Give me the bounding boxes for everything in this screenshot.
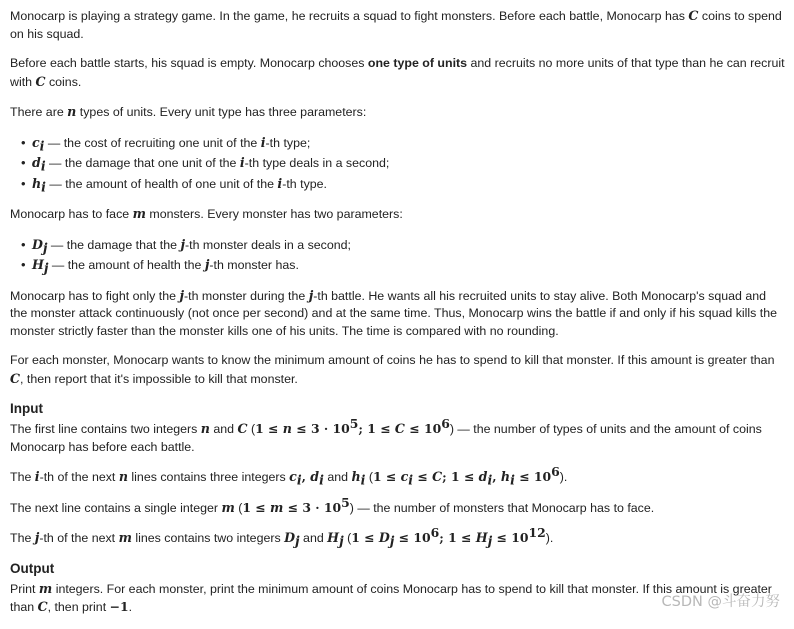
math-var: C [37,599,48,614]
text: lines contains two integers [131,531,285,545]
math-sub: i [487,472,493,488]
math-num: ≤ 10 [514,469,552,484]
text: ) — the number of types of units and the amount of coins Monocarp has before each battle. [10,422,762,454]
input-line-1 [10,415,786,456]
math-var: C [432,469,443,484]
unit-params-list [10,134,786,194]
math-sub: i [41,178,46,194]
math-var: i [34,469,40,484]
math-num: , [301,469,311,484]
text: Before each battle starts, his squad is empty. Monocarp chooses [10,56,368,70]
text: There are [10,105,68,119]
text: Print [10,581,39,596]
monster-params-list [10,236,786,275]
text: coins. [45,74,82,89]
math-var: c [400,469,409,484]
math-var: h [500,469,511,484]
input-line-3 [10,494,786,518]
math-var: n [67,104,77,119]
text: — the damage that one unit of the [45,156,240,170]
math-sub: j [43,260,49,276]
text: monsters. Every monster has two parameters: [145,207,403,221]
math-sub: i [296,472,302,488]
list-item [32,175,786,194]
math-sub: j [42,239,48,255]
math-var: m [270,499,284,515]
text: The [10,470,35,484]
text: Monocarp has to fight only the [10,288,180,303]
text: and [323,470,352,484]
math-num: 1 ≤ [242,499,271,515]
math-var: i [239,155,245,170]
math-sup: 12 [528,524,546,540]
intro-paragraph [10,7,786,43]
math-var: C [237,421,248,436]
math-sup: 6 [551,463,560,479]
text: types of units. Every unit type has three parameters: [76,105,367,119]
text: Monocarp is playing a strategy game. In the game, he recruits a squad to fight monsters. Before each battle, Monocarp has [10,9,689,23]
math-num: ≤ 3 · 10 [291,421,350,436]
text: For each monster, Monocarp wants to know the minimum amount of coins he has to spend to kill that monster. If this amount is greater than [10,353,775,367]
text: -th of the next [39,470,119,484]
math-num: ≤ 10 [394,530,431,545]
math-sub: i [39,137,45,153]
math-var: i [277,175,283,191]
text: and [299,531,328,545]
text: -th monster has. [209,258,299,272]
math-sub: j [295,533,300,549]
text: — the amount of health of one unit of the [45,176,278,191]
math-var: j [204,257,210,272]
math-sup: 5 [349,415,359,431]
math-sub: i [510,472,515,488]
math-sub: j [339,533,344,549]
math-var: c [32,134,40,150]
text: The next line contains a single integer [10,500,222,515]
input-line-2 [10,463,786,488]
math-var: C [688,8,699,23]
text: Monocarp has to face [10,207,133,221]
input-title: Input [10,401,43,416]
math-var: j [308,287,314,303]
math-sup: 6 [441,415,450,431]
text: ). [559,470,568,484]
math-var: d [32,155,41,170]
text: -th type; [265,135,311,150]
text: ( [247,422,256,436]
math-num: 1 ≤ [372,469,401,484]
math-var: d [478,469,488,484]
text: integers. For each monster, print the minimum amount of coins Monocarp has to spend to kill that monster. If this amount is greater than [10,581,772,614]
watermark: CSDN @斗奋力努 [661,593,780,610]
text: The first line contains two integers [10,422,201,436]
math-num: ; 1 ≤ [358,421,395,436]
text: ( [234,500,243,515]
math-var: h [351,469,361,484]
math-var: j [179,287,185,303]
text: , then report that it's impossible to kill that monster. [20,371,298,386]
math-num: ≤ 10 [404,421,442,436]
bold-text: one type of units [367,56,468,70]
text: -th type. [282,176,327,191]
math-var: D [284,530,296,545]
unit-types-paragraph [10,103,786,122]
math-var: i [260,134,266,150]
problem-statement [10,7,786,629]
text: -th of the next [39,531,119,545]
math-sup: 5 [341,494,350,510]
math-sup: 6 [430,524,440,540]
text: -th type deals in a second; [244,156,390,170]
text: -th monster deals in a second; [185,237,351,252]
math-num: , [492,469,501,484]
math-num: ≤ [413,469,433,484]
input-line-4 [10,524,786,549]
text: and [209,422,238,436]
text: . [128,600,133,614]
list-item [32,236,786,255]
text: -th battle. He wants all his recruited units to stay alive. Both Monocarp's squad and the monster attack continuously (not once per second) and at the same time. Thus, Monocarp wins the battle if and only if his squad kills the monster strictly faster than the monster kills one of his units. The time is compared with no rounding. [10,288,778,338]
math-sub: i [360,472,366,488]
math-var: H [32,257,44,272]
text: ( [365,470,373,484]
math-num: ≤ 3 · 10 [283,499,342,515]
battle-rules-paragraph [10,287,786,341]
text: lines contains three integers [127,470,290,484]
math-var: c [289,469,297,484]
output-title: Output [10,560,55,576]
math-var: D [378,530,390,545]
text: coins to spend on his squad. [10,9,782,41]
text: -th monster during the [184,288,309,303]
math-sub: j [389,533,395,549]
math-var: n [200,421,210,436]
math-var: h [32,175,42,191]
math-var: H [327,530,340,545]
math-sub: i [408,472,414,488]
text: — the damage that the [47,237,181,252]
math-var: C [35,73,46,89]
math-num: 1 ≤ [255,421,283,436]
text: ( [343,531,352,545]
math-var: C [10,370,21,386]
math-num: 1 ≤ [351,530,379,545]
math-var: m [132,206,146,221]
math-num: ≤ 10 [492,530,529,545]
text: The [10,531,35,545]
text: and recruits no more units of that type than he can recruit with [10,56,785,89]
math-var: n [118,469,128,484]
monsters-paragraph [10,205,786,224]
squad-paragraph [10,55,786,91]
math-var: d [310,469,320,484]
text: , then print [47,600,110,614]
math-var: n [282,421,292,436]
math-sub: j [487,533,493,549]
math-var: m [221,499,235,515]
math-var: j [34,530,40,545]
list-item [32,134,786,153]
math-num: −1 [109,599,129,614]
math-sub: i [40,158,46,174]
list-item [32,154,786,173]
list-item [32,256,786,275]
math-num: ; 1 ≤ [442,469,479,484]
math-var: j [180,236,185,252]
math-var: H [475,530,488,545]
math-var: m [118,530,132,545]
math-sub: i [319,472,324,488]
math-num: ; 1 ≤ [439,530,476,545]
text: ) — the number of monsters that Monocarp has to face. [349,500,655,515]
text: — the cost of recruiting one unit of the [44,135,261,150]
text: — the amount of health the [48,258,205,272]
task-paragraph [10,352,786,388]
math-var: D [32,236,43,252]
text: ). [545,531,554,545]
math-var: C [394,421,405,436]
math-var: m [38,580,53,596]
